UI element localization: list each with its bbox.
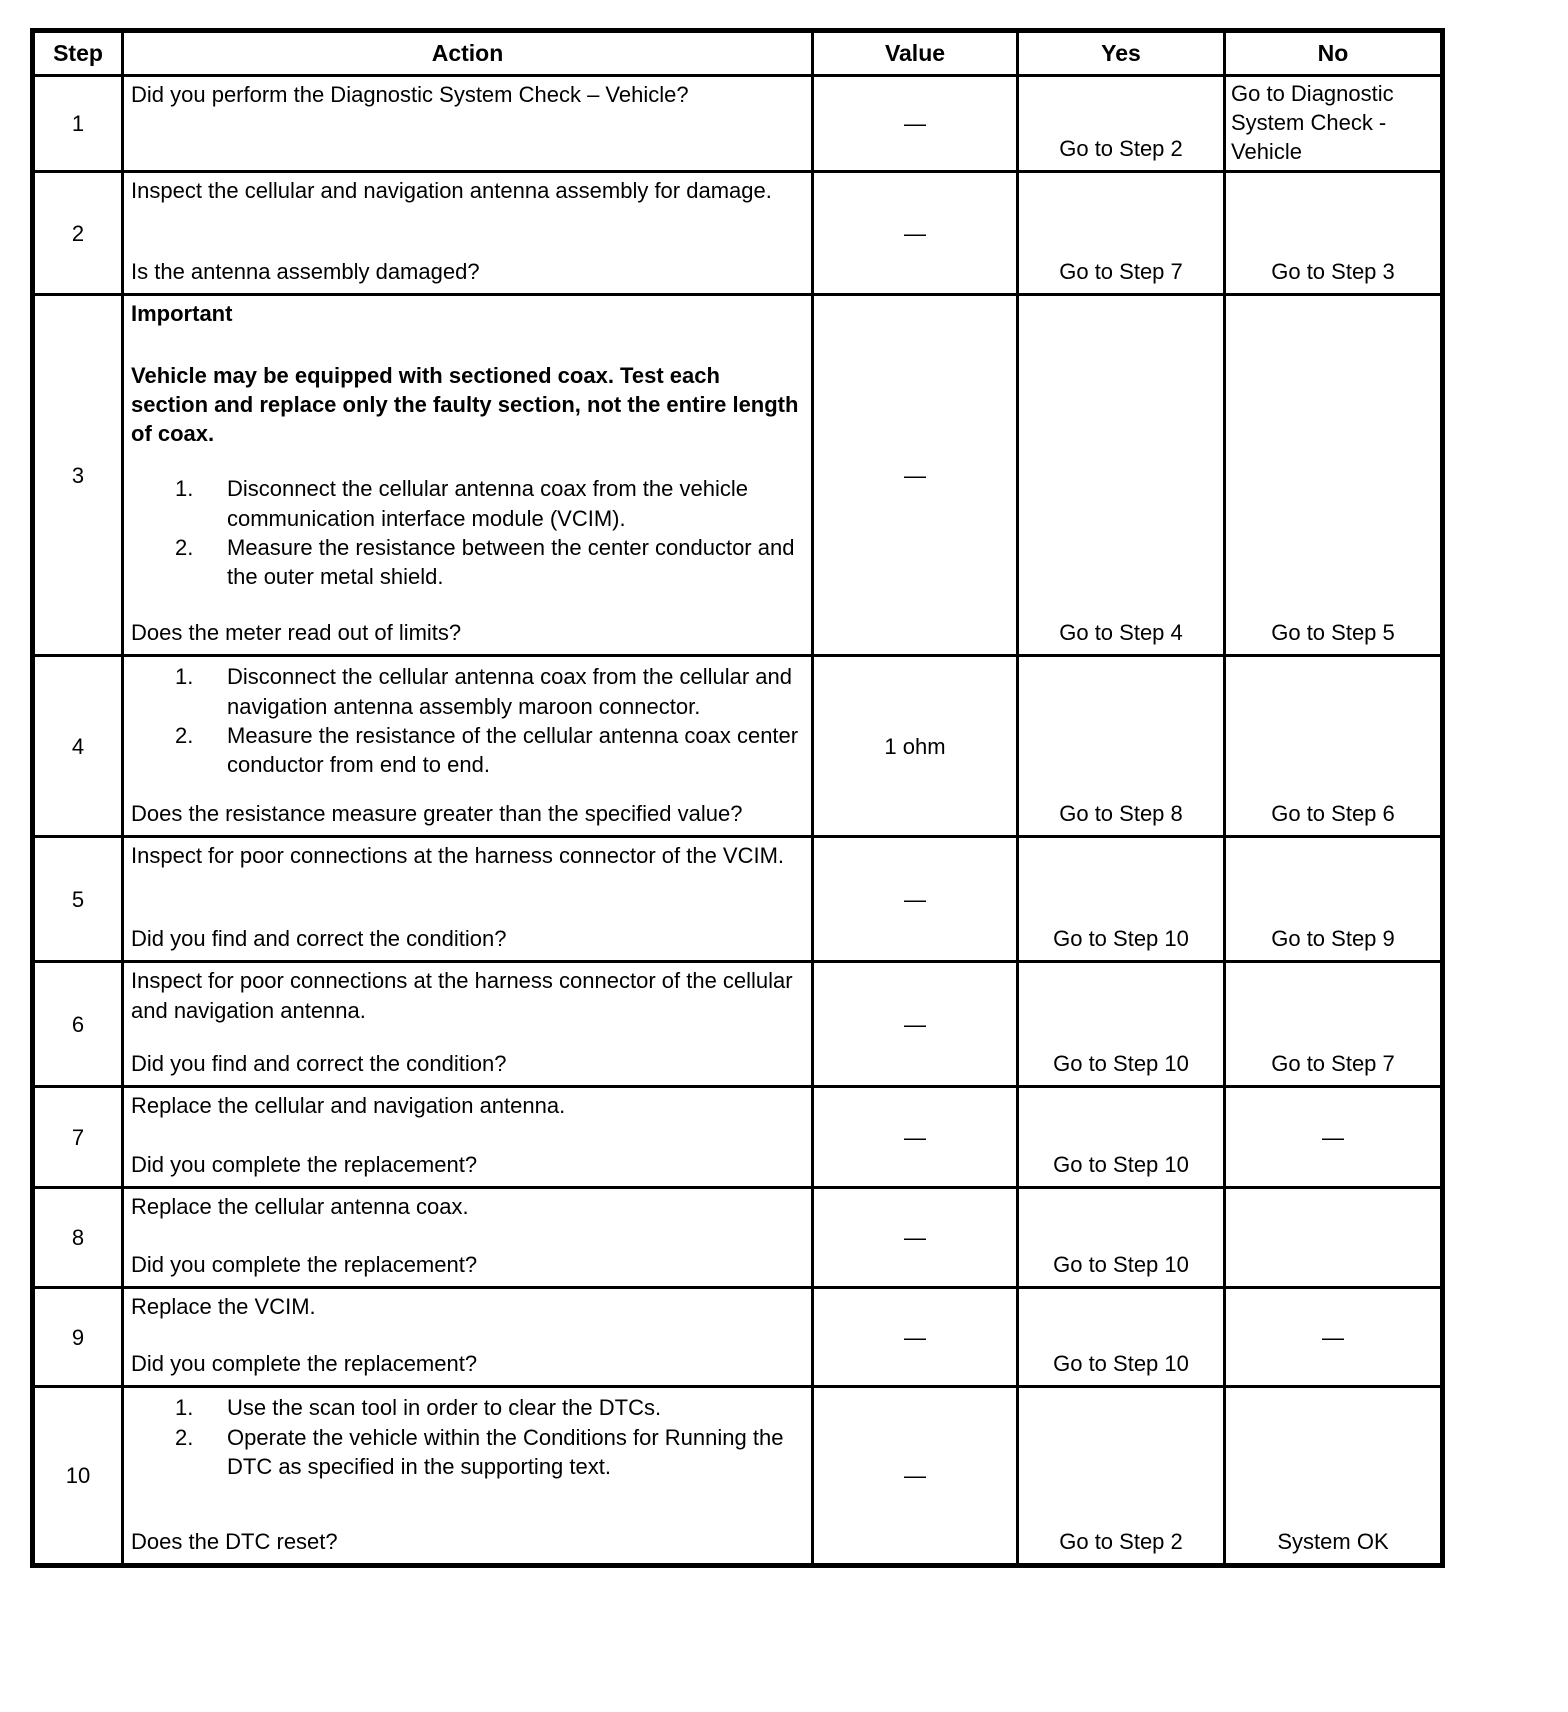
yes-cell: [1018, 837, 1225, 962]
no-text: Go to Step 3: [1271, 259, 1395, 285]
value-cell: [813, 295, 1018, 656]
action-question: Did you complete the replacement?: [131, 1152, 478, 1178]
table-row: [33, 1288, 1443, 1387]
action-list-item: Measure the resistance of the cellular antenna coax center conductor from end to end.: [227, 722, 799, 778]
yes-text: Go to Step 4: [1059, 620, 1183, 646]
table-row: [33, 75, 1443, 172]
value-text: —: [904, 1324, 926, 1350]
step-number: 2: [71, 220, 85, 246]
yes-cell: [1018, 1188, 1225, 1288]
no-text: System OK: [1277, 1529, 1389, 1555]
table-row: [33, 1387, 1443, 1566]
action-cell: [123, 1387, 813, 1566]
table-row: [33, 172, 1443, 295]
yes-text: Go to Step 10: [1053, 1051, 1189, 1077]
step-number: 3: [71, 462, 85, 488]
important-text: Vehicle may be equipped with sectioned coax. Test each section and replace only the faulty section, not the entire length of coax.: [131, 362, 799, 447]
step-number: 1: [71, 110, 85, 136]
step-number: 5: [71, 886, 85, 912]
table-row: [33, 962, 1443, 1087]
value-cell: [813, 75, 1018, 172]
value-cell: [813, 1087, 1018, 1188]
diagnostic-table: [30, 28, 1445, 1568]
value-text: 1 ohm: [884, 733, 946, 759]
value-text: —: [904, 462, 926, 488]
yes-cell: [1018, 172, 1225, 295]
action-list: [131, 1393, 801, 1481]
action-cell: [123, 1188, 813, 1288]
no-cell: [1225, 75, 1443, 172]
step-cell: [33, 1188, 123, 1288]
header-row: [33, 31, 1443, 76]
important-label: Important: [131, 301, 233, 327]
yes-text: Go to Step 2: [1059, 1529, 1183, 1555]
action-cell: [123, 656, 813, 837]
no-text: Go to Step 9: [1271, 926, 1395, 952]
value-text: —: [904, 220, 926, 246]
value-cell: [813, 962, 1018, 1087]
action-text: Replace the VCIM.: [131, 1294, 316, 1320]
action-text: Did you perform the Diagnostic System Check – Vehicle?: [131, 81, 689, 107]
step-cell: [33, 75, 123, 172]
action-text: Replace the cellular and navigation antenna.: [131, 1093, 566, 1119]
yes-cell: [1018, 1087, 1225, 1188]
action-list: [131, 474, 801, 591]
action-question: Did you complete the replacement?: [131, 1351, 478, 1377]
no-cell: [1225, 1087, 1443, 1188]
value-cell: [813, 656, 1018, 837]
yes-text: Go to Step 10: [1053, 926, 1189, 952]
action-text: Inspect for poor connections at the harness connector of the VCIM.: [131, 843, 785, 869]
no-cell: [1225, 962, 1443, 1087]
action-list-item: Use the scan tool in order to clear the DTCs.: [227, 1395, 662, 1421]
step-number: 6: [71, 1011, 85, 1037]
action-list-item: Measure the resistance between the center conductor and the outer metal shield.: [227, 534, 795, 590]
action-text: Inspect for poor connections at the harness connector of the cellular and navigation antenna.: [131, 968, 793, 1023]
step-number: 9: [71, 1324, 85, 1350]
action-question: Does the resistance measure greater than the specified value?: [131, 801, 743, 827]
yes-cell: [1018, 1387, 1225, 1566]
yes-text: Go to Step 10: [1053, 1252, 1189, 1278]
step-cell: [33, 1087, 123, 1188]
value-text: —: [904, 1463, 926, 1489]
no-text: Go to Diagnostic System Check - Vehicle: [1231, 80, 1394, 165]
yes-text: Go to Step 2: [1059, 136, 1183, 162]
step-number: 7: [71, 1124, 85, 1150]
action-question: Did you find and correct the condition?: [131, 926, 507, 952]
yes-cell: [1018, 962, 1225, 1087]
action-cell: [123, 837, 813, 962]
step-number: 8: [71, 1225, 85, 1251]
no-text: Go to Step 6: [1271, 801, 1395, 827]
action-cell: [123, 1087, 813, 1188]
action-content: [131, 299, 801, 591]
yes-text: Go to Step 8: [1059, 801, 1183, 827]
step-number: 4: [71, 733, 85, 759]
no-cell: [1225, 1188, 1443, 1288]
value-cell: [813, 1188, 1018, 1288]
step-cell: [33, 656, 123, 837]
action-question: Did you find and correct the condition?: [131, 1051, 507, 1077]
action-question: Does the DTC reset?: [131, 1529, 338, 1555]
value-cell: [813, 1288, 1018, 1387]
no-cell: [1225, 1387, 1443, 1566]
action-cell: [123, 172, 813, 295]
no-cell: [1225, 1288, 1443, 1387]
action-list-item: Disconnect the cellular antenna coax from the cellular and navigation antenna assembly maroon connector.: [227, 664, 792, 719]
action-text: Replace the cellular antenna coax.: [131, 1194, 469, 1220]
column-header-yes: Yes: [1018, 31, 1225, 76]
action-cell: [123, 962, 813, 1087]
table-row: [33, 1087, 1443, 1188]
action-cell: [123, 75, 813, 172]
value-cell: [813, 172, 1018, 295]
action-list-item: Operate the vehicle within the Conditions for Running the DTC as specified in the supporting text.: [227, 1424, 784, 1479]
yes-cell: [1018, 1288, 1225, 1387]
column-header-step: Step: [33, 31, 123, 76]
yes-cell: [1018, 75, 1225, 172]
column-header-no: No: [1225, 31, 1443, 76]
step-cell: [33, 837, 123, 962]
value-text: —: [904, 1011, 926, 1037]
yes-cell: [1018, 656, 1225, 837]
no-text: Go to Step 7: [1271, 1051, 1395, 1077]
action-question: Did you complete the replacement?: [131, 1252, 478, 1278]
value-cell: [813, 837, 1018, 962]
column-header-action: Action: [123, 31, 813, 76]
no-cell: [1225, 656, 1443, 837]
no-cell: [1225, 837, 1443, 962]
action-cell: [123, 295, 813, 656]
action-question: Is the antenna assembly damaged?: [131, 259, 480, 285]
action-list: [131, 662, 801, 779]
table-row: [33, 837, 1443, 962]
value-text: —: [904, 1225, 926, 1251]
step-cell: [33, 172, 123, 295]
yes-text: Go to Step 10: [1053, 1351, 1189, 1377]
yes-text: Go to Step 10: [1053, 1152, 1189, 1178]
action-cell: [123, 1288, 813, 1387]
step-cell: [33, 1387, 123, 1566]
table-row: [33, 656, 1443, 837]
no-text: —: [1322, 1324, 1344, 1350]
no-text: —: [1322, 1124, 1344, 1150]
step-cell: [33, 295, 123, 656]
table-row: [33, 295, 1443, 656]
action-text: Inspect the cellular and navigation antenna assembly for damage.: [131, 178, 772, 204]
no-cell: [1225, 295, 1443, 656]
step-cell: [33, 1288, 123, 1387]
value-text: —: [904, 1124, 926, 1150]
yes-cell: [1018, 295, 1225, 656]
table-row: [33, 1188, 1443, 1288]
value-text: —: [904, 110, 926, 136]
value-text: —: [904, 886, 926, 912]
step-cell: [33, 962, 123, 1087]
action-question: Does the meter read out of limits?: [131, 620, 462, 646]
value-cell: [813, 1387, 1018, 1566]
no-cell: [1225, 172, 1443, 295]
no-text: Go to Step 5: [1271, 620, 1395, 646]
yes-text: Go to Step 7: [1059, 259, 1183, 285]
step-number: 10: [65, 1463, 91, 1489]
action-list-item: Disconnect the cellular antenna coax from the vehicle communication interface module (VCIM).: [227, 476, 748, 531]
column-header-value: Value: [813, 31, 1018, 76]
